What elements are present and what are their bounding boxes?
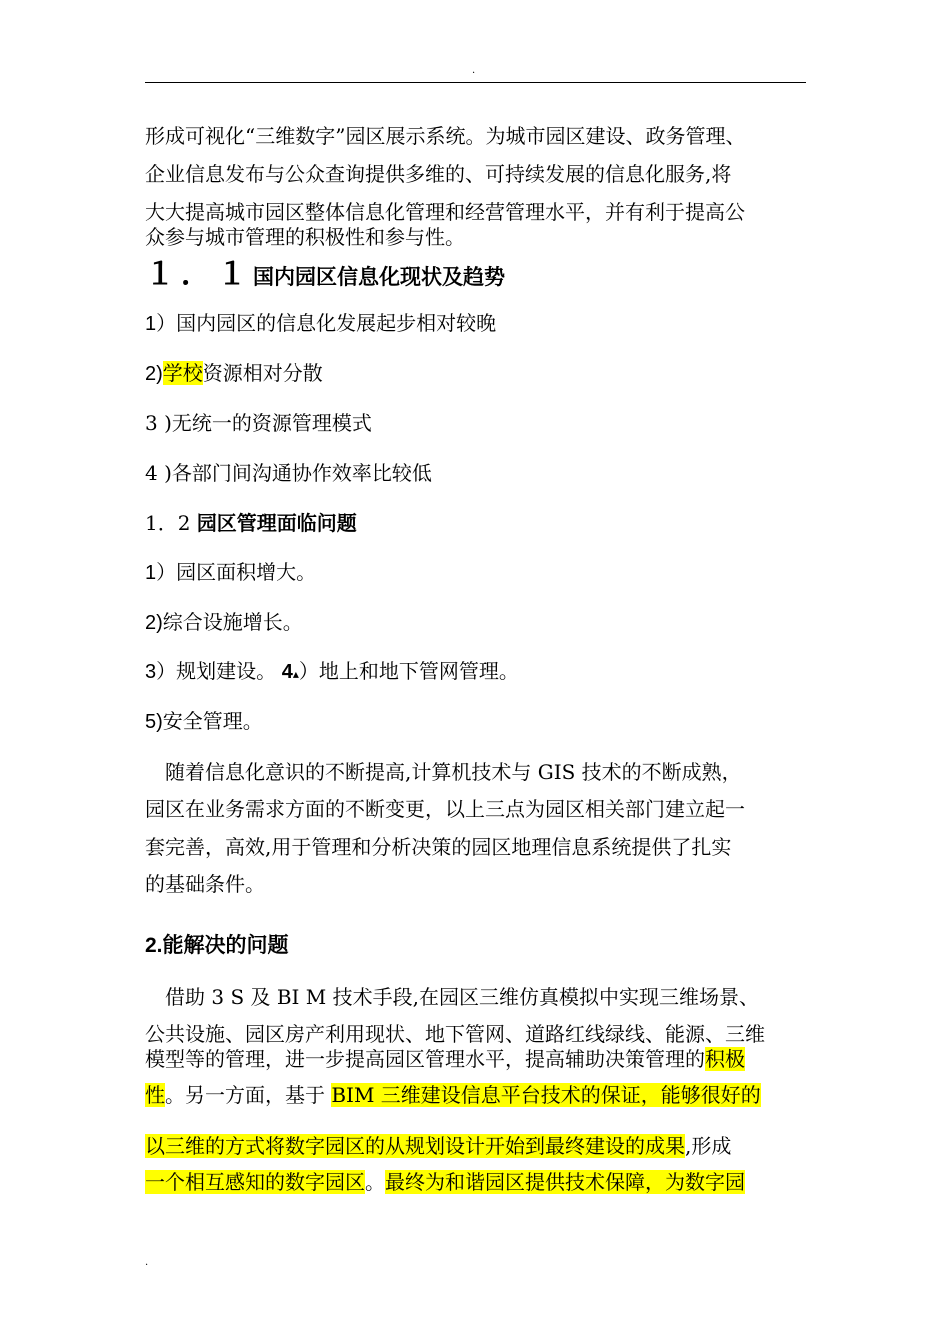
list2-item5: 5)安全管理。 bbox=[145, 711, 263, 733]
list1-item3: 3 )无统一的资源管理模式 bbox=[145, 411, 372, 435]
para2-line1: 随着信息化意识的不断提高,计算机技术与 GIS 技术的不断成熟， bbox=[145, 760, 742, 784]
section-number: １．１ bbox=[145, 258, 253, 291]
highlighted-text: BIM 三维建设信息平台技术的保证，能够很好的 bbox=[331, 1083, 761, 1107]
para3-line2: 公共设施、园区房产利用现状、地下管网、道路红线绿线、能源、三维 bbox=[145, 1022, 765, 1046]
para3-line3: 模型等的管理，进一步提高园区管理水平，提高辅助决策管理的积极 bbox=[145, 1047, 745, 1071]
list2-item2: 2)综合设施增长。 bbox=[145, 612, 303, 634]
highlighted-text: 以三维的方式将数字园区的从规划设计开始到最终建设的成果 bbox=[145, 1134, 685, 1158]
section-title: 园区管理面临问题 bbox=[196, 511, 357, 535]
para2-line2: 园区在业务需求方面的不断变更，以上三点为园区相关部门建立起一 bbox=[145, 797, 745, 821]
list2-item1: 1）园区面积增大。 bbox=[145, 562, 317, 584]
section-title: 国内园区信息化现状及趋势 bbox=[253, 264, 505, 289]
list2-item3: 3）规划建设。 4▴）地上和地下管网管理。 bbox=[145, 661, 519, 683]
para2-line4: 的基础条件。 bbox=[145, 872, 265, 896]
footer-mark: . bbox=[145, 1257, 149, 1268]
header-mark: . bbox=[472, 65, 476, 76]
para1-line1: 形成可视化“三维数字”园区展示系统。为城市园区建设、政务管理、 bbox=[145, 124, 746, 148]
para1-line3: 大大提高城市园区整体信息化管理和经营管理水平，并有利于提高公 bbox=[145, 200, 745, 224]
para3-line6: 一个相互感知的数字园区。最终为和谐园区提供技术保障，为数字园 bbox=[145, 1170, 745, 1194]
highlighted-text: 性 bbox=[145, 1083, 165, 1107]
section-2-heading: 2.能解决的问题 bbox=[145, 934, 289, 957]
section-1-1-heading bbox=[145, 258, 505, 294]
highlighted-text: 学校 bbox=[162, 361, 203, 385]
para3-line4: 性。另一方面，基于 BIM 三维建设信息平台技术的保证，能够很好的 bbox=[145, 1083, 761, 1107]
para2-line3: 套完善，高效,用于管理和分析决策的园区地理信息系统提供了扎实 bbox=[145, 835, 732, 859]
header-rule bbox=[145, 82, 806, 83]
section-1-2-heading bbox=[145, 511, 357, 535]
list1-item4: 4 )各部门间沟通协作效率比较低 bbox=[145, 461, 432, 485]
glyph-mark-icon: ▴ bbox=[292, 667, 299, 681]
highlighted-text: 最终为和谐园区提供技术保障，为数字园 bbox=[385, 1170, 745, 1194]
list1-item2: 2)学校资源相对分散 bbox=[145, 361, 323, 385]
para3-line5: 以三维的方式将数字园区的从规划设计开始到最终建设的成果,形成 bbox=[145, 1134, 732, 1158]
highlighted-text: 一个相互感知的数字园区 bbox=[145, 1170, 365, 1194]
section-number: 1．2 bbox=[145, 511, 197, 535]
list1-item1: 1）国内园区的信息化发展起步相对较晚 bbox=[145, 313, 497, 335]
para3-line1: 借助 3 S 及 BI M 技术手段,在园区三维仿真模拟中实现三维场景、 bbox=[145, 985, 760, 1009]
para1-line4: 众参与城市管理的积极性和参与性。 bbox=[145, 225, 465, 249]
para1-line2: 企业信息发布与公众查询提供多维的、可持续发展的信息化服务,将 bbox=[145, 162, 732, 186]
highlighted-text: 积极 bbox=[705, 1047, 745, 1071]
